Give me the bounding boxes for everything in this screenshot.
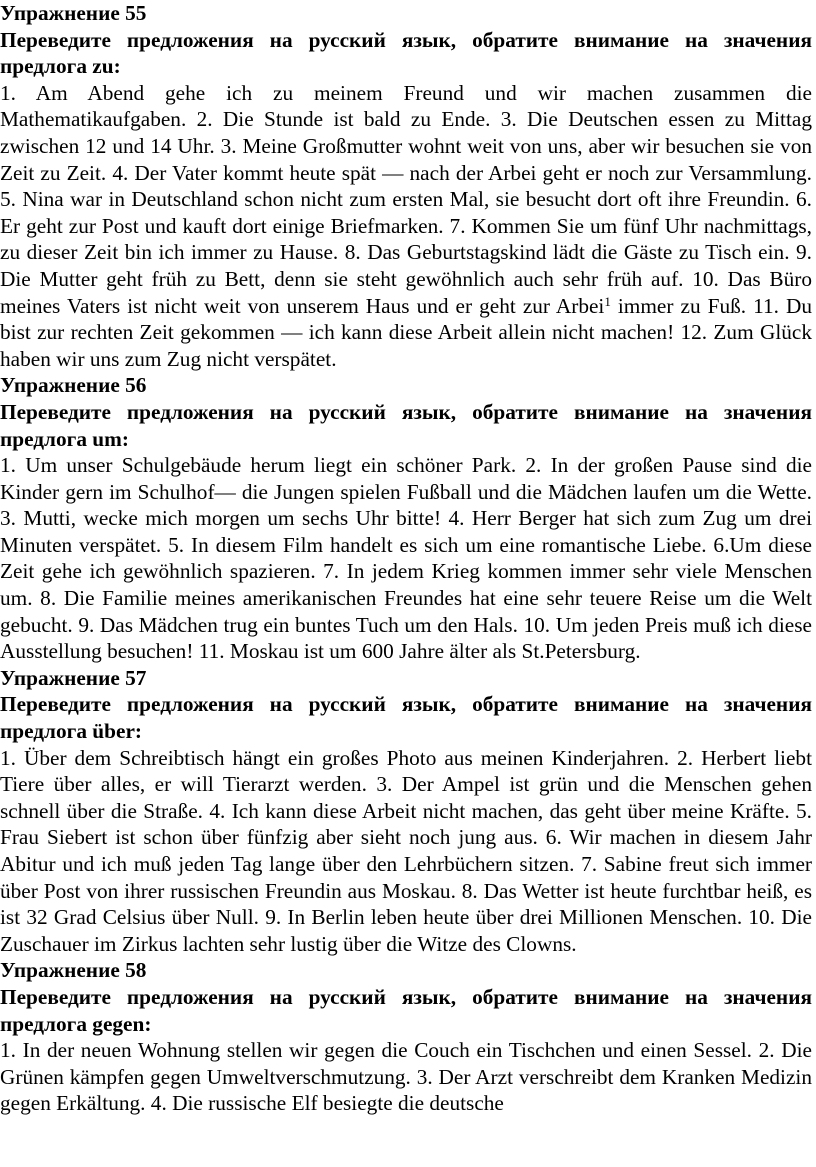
exercise-title: Упражнение 58 [0,958,147,983]
exercise-instruction: Переведите предложения на русский язык, обратите внимание на значения предлога über: [0,692,812,744]
exercise-text [0,80,812,373]
exercise-text: 1. Um unser Schulgebäude herum liegt ein schöner Park. 2. In der großen Pause sind die Kinder gern im Schulhof— die Jungen spielen Fußball und die Mädchen laufen um die Wette. 3. Mutti, wecke mich morgen um sechs Uhr bitte! 4. Herr Berger hat sich zum Zug um drei Minuten verspätet. 5. In diesem Film handelt es sich um eine romantische Liebe. 6.Um diese Zeit gehe ich gewöhnlich spazieren. 7. In jedem Krieg kommen immer sehr viele Menschen um. 8. Die Familie meines amerikanischen Freundes hat eine sehr teuere Reise um die Welt gebucht. 9. Das Mädchen trug ein buntes Tuch um den Hals. 10. Um jeden Preis muß ich diese Ausstellung besuchen! 11. Moskau ist um 600 Jahre älter als St.Petersburg. [0,453,812,664]
exercise-57 [0,665,812,958]
exercise-title: Упражнение 56 [0,373,147,398]
exercise-instruction: Переведите предложения на русский язык, обратите внимание на значения предлога gegen: [0,984,812,1036]
exercise-56 [0,372,812,665]
exercise-text: 1. In der neuen Wohnung stellen wir gegen die Couch ein Tischchen und einen Sessel. 2. Die Grünen kämpfen gegen Umweltverschmutzung. 3. Der Arzt verschreibt dem Kranken Medizin gegen Erkältung. 4. Die russische Elf besiegte die deutsche [0,1038,812,1116]
exercise-instruction: Переведите предложения на русский язык, обратите внимание на значения предлога um: [0,399,812,451]
exercise-58 [0,957,812,1117]
exercise-55 [0,0,812,372]
exercise-title: Упражнение 55 [0,1,147,25]
exercise-text-part: immer zu Fuß. 11. Du bist zur rechten Zeit gekommen — ich kann diese Arbeit allein nicht machen! 12. Zum Glück haben wir uns zum Zug nicht verspätet. [0,293,813,371]
footnote-marker: 1 [604,293,611,309]
exercise-title: Упражнение 57 [0,665,147,690]
exercise-text: 1. Über dem Schreibtisch hängt ein großes Photo aus meinen Kinderjahren. 2. Herbert liebt Tiere über alles, er will Tierarzt werden. 3. Der Ampel ist grün und die Menschen gehen schnell über die Straße. 4. Ich kann diese Arbeit nicht machen, das geht über meine Kräfte. 5. Frau Siebert ist schon über fünfzig aber sieht noch jung aus. 6. Wir machen in diesem Jahr Abitur und ich muß jeden Tag lange über den Lehrbüchern sitzen. 7. Sabine freut sich immer über Post von ihrer russischen Freundin aus Moskau. 8. Das Wetter ist heute furchtbar heiß, es ist 32 Grad Celsius über Null. 9. In Berlin leben heute über drei Millionen Menschen. 10. Die Zuschauer im Zirkus lachten sehr lustig über die Witze des Clowns. [0,745,812,956]
exercise-text-part: 1. Am Abend gehe ich zu meinem Freund und wir machen zusammen die Mathematikaufgaben. 2. Die Stunde ist bald zu Ende. 3. Die Deutschen essen zu Mittag zwischen 12 und 14 Uhr. 3. Meine Großmutter wohnt weit von uns, aber wir besuchen sie von Zeit zu Zeit. 4. Der Vater kommt heute spät — nach der Arbei geht er noch zur Versammlung. 5. Nina war in Deutschland schon nicht zum ersten Mal, sie besucht dort oft ihre Freundin. 6. Er geht zur Post und kauft dort einige Briefmarken. 7. Kommen Sie um fünf Uhr nachmittags, zu dieser Zeit bin ich immer zu Hause. 8. Das Geburtstagskind lädt die Gäste zu Tisch ein. 9. Die Mutter geht früh zu Bett, denn sie steht gewöhnlich auch sehr früh auf. 10. Das Büro meines Vaters ist nicht weit von unserem Haus und er geht zur Arbei [0,80,812,318]
exercise-instruction: Переведите предложения на русский язык, обратите внимание на значения предлога zu: [0,27,812,79]
